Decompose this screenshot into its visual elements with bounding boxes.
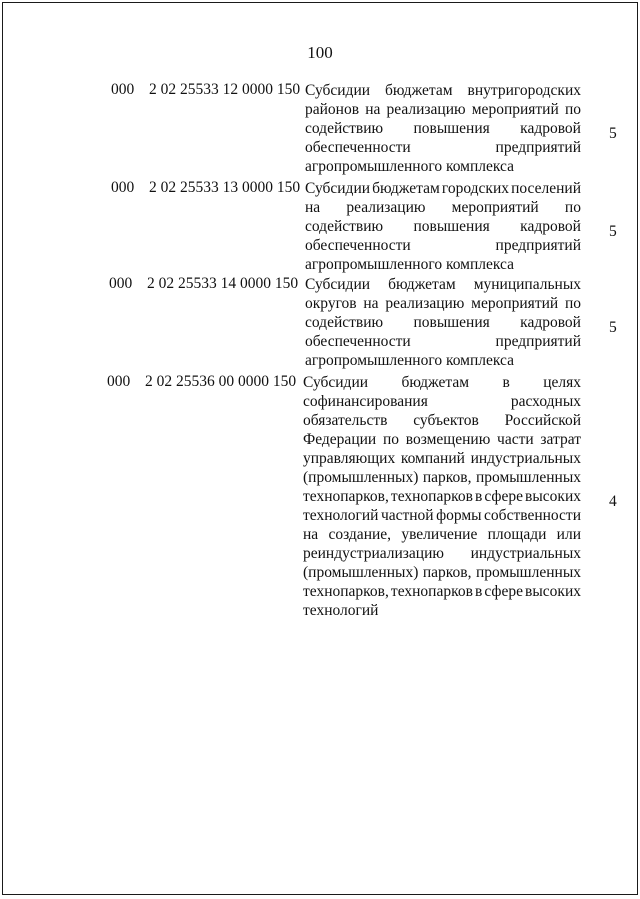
word: софинансирования: [303, 393, 428, 410]
description-line: [305, 138, 581, 157]
row-description: [305, 275, 581, 370]
description-line: [305, 236, 581, 255]
word: увеличение: [401, 526, 478, 543]
word: в: [474, 583, 483, 600]
amount: 5: [609, 319, 617, 336]
word: реиндустриализацию: [303, 545, 444, 562]
description-line: агропромышленного комплекса: [305, 256, 514, 273]
description-line: [305, 332, 581, 351]
description-line: [303, 468, 581, 487]
description-line: [305, 294, 581, 313]
description-line: [303, 487, 581, 506]
word: промышленных: [475, 564, 581, 581]
row-description: [305, 179, 581, 274]
word: городских: [441, 180, 509, 197]
word: по: [564, 101, 581, 118]
word: по: [382, 431, 399, 448]
word: технопарков: [390, 583, 473, 600]
word: округов: [305, 295, 357, 312]
word: высоких: [525, 488, 581, 505]
word: технопарков: [390, 488, 473, 505]
word: бюджетам: [384, 82, 453, 99]
word: субъектов: [413, 412, 479, 429]
word: целях: [543, 374, 581, 391]
word: промышленных: [475, 469, 581, 486]
word: технопарков,: [303, 583, 389, 600]
word: формы: [436, 507, 482, 524]
word: парков,: [422, 564, 472, 581]
admin-code: 000: [107, 373, 131, 390]
description-line: [303, 506, 581, 525]
word: сфере: [484, 583, 523, 600]
amount: 5: [609, 125, 617, 142]
word: Субсидии: [305, 180, 371, 197]
amount: 5: [609, 223, 617, 240]
description-line: [305, 100, 581, 119]
word: компаний: [400, 450, 465, 467]
description-line: [305, 217, 581, 236]
page-number: 100: [307, 43, 333, 62]
word: кадровой: [520, 218, 581, 235]
description-line: [305, 275, 581, 294]
description-line: [303, 449, 581, 468]
word: сфере: [484, 488, 523, 505]
word: предприятий: [495, 333, 581, 350]
word: высоких: [525, 583, 581, 600]
document-page: [2, 2, 638, 895]
word: затрат: [540, 431, 581, 448]
word: частной: [380, 507, 434, 524]
word: поселений: [511, 180, 581, 197]
budget-classification-code: 2 02 25533 13 0000 150: [149, 179, 301, 196]
word: Федерации: [303, 431, 377, 448]
description-line: [303, 544, 581, 563]
description-line: агропромышленного комплекса: [305, 158, 514, 175]
word: собственности: [484, 507, 581, 524]
word: мероприятий: [451, 199, 539, 216]
budget-classification-code: 2 02 25533 12 0000 150: [149, 81, 301, 98]
word: в: [502, 374, 510, 391]
row-description: [303, 373, 581, 620]
word: реализацию: [385, 295, 465, 312]
word: в: [474, 488, 483, 505]
word: технопарков,: [303, 488, 389, 505]
word: на: [303, 526, 319, 543]
budget-classification-code: 2 02 25533 14 0000 150: [147, 275, 299, 292]
word: повышения: [413, 120, 490, 137]
description-line: агропромышленного комплекса: [305, 352, 514, 369]
word: бюджетам: [388, 276, 456, 293]
word: на: [365, 101, 381, 118]
word: или: [556, 526, 581, 543]
word: реализацию: [386, 101, 466, 118]
word: на: [363, 295, 379, 312]
word: Российской: [504, 412, 581, 429]
word: повышения: [413, 314, 490, 331]
description-line: [303, 525, 581, 544]
admin-code: 000: [111, 81, 135, 98]
description-line: [303, 430, 581, 449]
word: обеспеченности: [305, 139, 411, 156]
admin-code: 000: [109, 275, 133, 292]
word: расходных: [510, 393, 581, 410]
admin-code: 000: [111, 179, 135, 196]
word: части: [497, 431, 534, 448]
word: муниципальных: [473, 276, 581, 293]
word: (промышленных): [303, 564, 419, 581]
word: площади: [487, 526, 547, 543]
budget-classification-code: 2 02 25536 00 0000 150: [145, 373, 297, 390]
word: (промышленных): [303, 469, 419, 486]
word: парков,: [422, 469, 472, 486]
description-line: [303, 373, 581, 392]
description-line: [303, 411, 581, 430]
description-line: [303, 392, 581, 411]
word: Субсидии: [305, 82, 371, 99]
word: районов: [305, 101, 360, 118]
word: кадровой: [520, 120, 581, 137]
word: управляющих: [303, 450, 396, 467]
word: содействию: [305, 120, 384, 137]
word: реализацию: [346, 199, 426, 216]
word: мероприятий: [471, 295, 559, 312]
word: обеспеченности: [305, 333, 411, 350]
word: мероприятий: [471, 101, 559, 118]
word: повышения: [413, 218, 490, 235]
word: Субсидии: [305, 276, 371, 293]
word: внутригородских: [467, 82, 581, 99]
description-line: [303, 563, 581, 582]
word: по: [564, 295, 581, 312]
word: бюджетам: [401, 374, 470, 391]
word: содействию: [305, 218, 384, 235]
word: кадровой: [520, 314, 581, 331]
row-description: [305, 81, 581, 176]
word: создание,: [328, 526, 392, 543]
description-line: [305, 179, 581, 198]
word: возмещению: [405, 431, 491, 448]
word: индустриальных: [470, 450, 581, 467]
word: содействию: [305, 314, 384, 331]
word: предприятий: [495, 237, 581, 254]
word: обеспеченности: [305, 237, 411, 254]
description-line: [305, 313, 581, 332]
description-line: технологий: [303, 602, 379, 619]
word: по: [564, 199, 581, 216]
description-line: [305, 119, 581, 138]
description-line: [305, 198, 581, 217]
word: индустриальных: [470, 545, 581, 562]
word: обязательств: [303, 412, 388, 429]
word: предприятий: [495, 139, 581, 156]
word: бюджетам: [372, 180, 440, 197]
word: Субсидии: [303, 374, 369, 391]
word: на: [305, 199, 321, 216]
description-line: [305, 81, 581, 100]
description-line: [303, 582, 581, 601]
amount: 4: [609, 493, 617, 510]
word: технологий: [303, 507, 379, 524]
